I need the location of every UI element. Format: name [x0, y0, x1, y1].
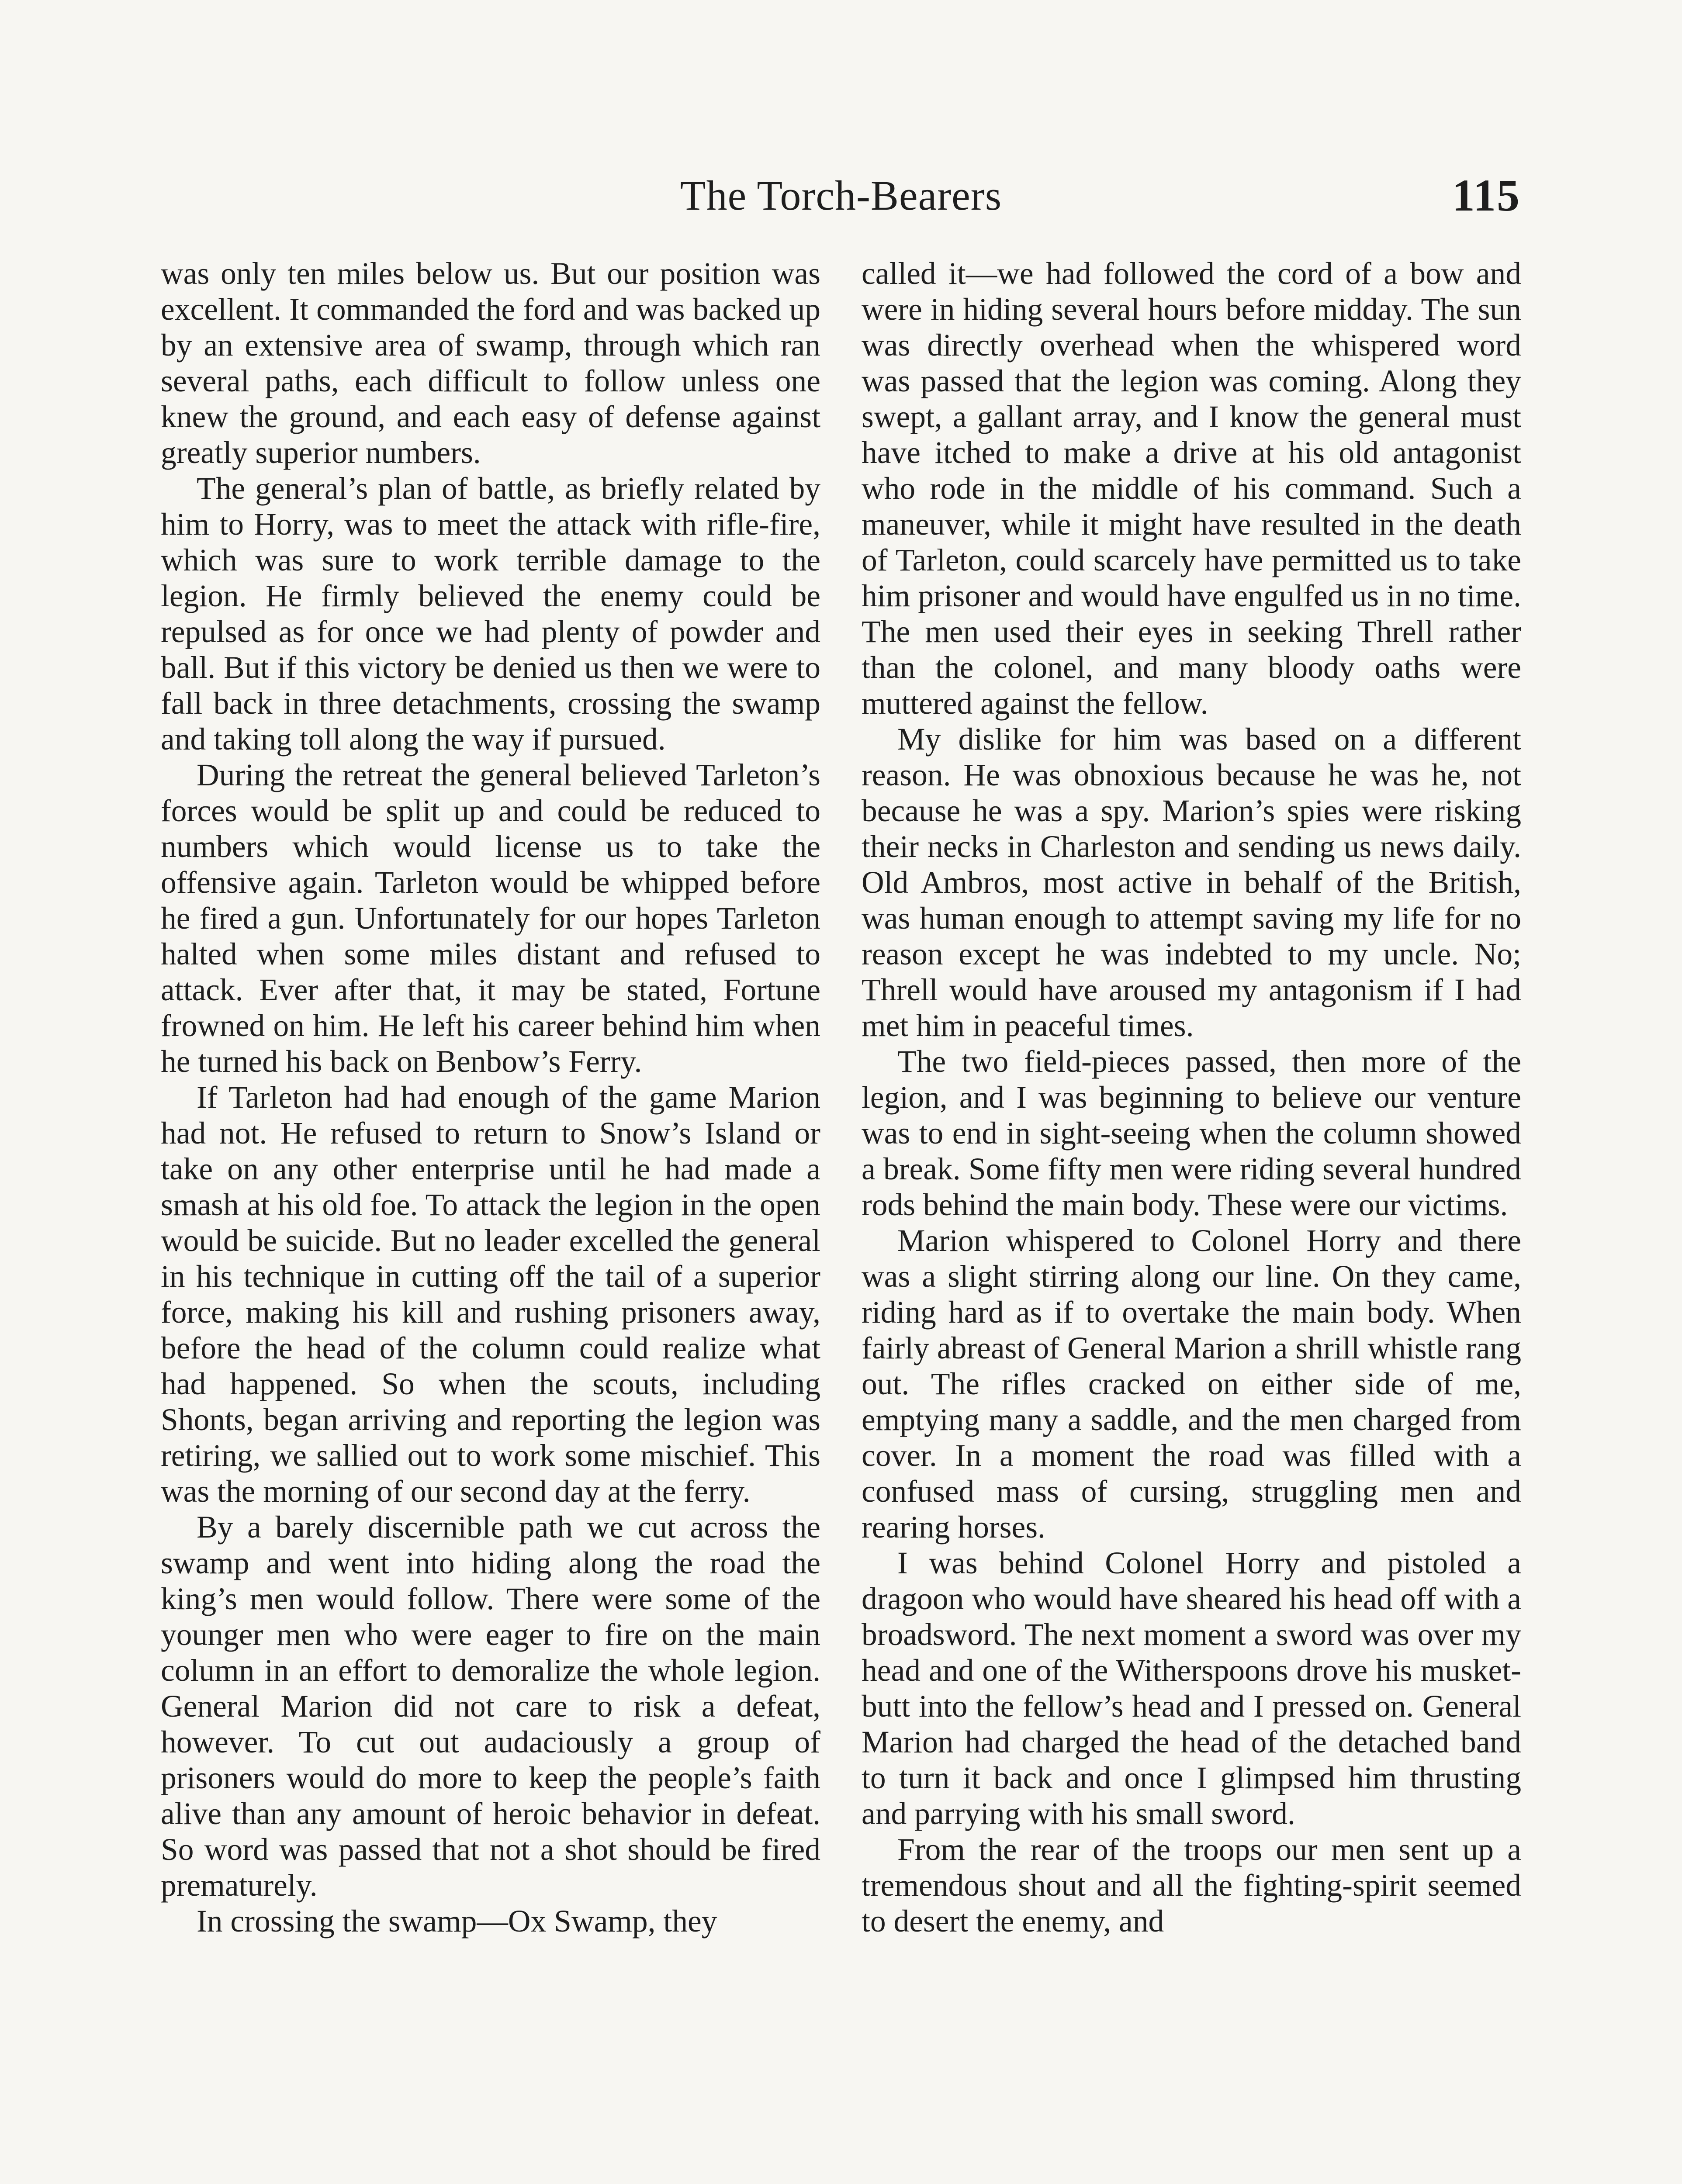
paragraph: was only ten miles below us. But our position was excellent. It commanded the ford and was backed up by an extensive area of swamp, through which ran several paths, each difficult to follow unless one knew the ground, and each easy of defense against greatly superior numbers. — [161, 256, 820, 470]
page-header — [0, 169, 1682, 222]
running-title: The Torch-Bearers — [680, 172, 1002, 219]
left-column — [161, 256, 820, 1939]
paragraph: In crossing the swamp—Ox Swamp, they — [197, 1904, 717, 1939]
paragraph: I was behind Colonel Horry and pistoled a dragoon who would have sheared his head off with a broadsword. The next moment a sword was over my head and one of the Witherspoons drove his musket-butt into the fellow’s head and I pressed on. General Marion had charged the head of the detached band to turn it back and once I glimpsed him thrusting and parrying with his small sword. — [862, 1546, 1521, 1831]
paragraph: During the retreat the general believed Tarleton’s forces would be split up and could be reduced to numbers which would license us to take the offensive again. Tarleton would be whipped before he fired a gun. Unfortunately for our hopes Tarleton halted when some miles distant and refused to attack. Ever after that, it may be stated, Fortune frowned on him. He left his career behind him when he turned his back on Benbow’s Ferry. — [161, 758, 820, 1079]
paragraph: By a barely discernible path we cut across the swamp and went into hiding along the road the king’s men would follow. There were some of the younger men who were eager to fire on the main column in an effort to demoralize the whole legion. General Marion did not care to risk a defeat, however. To cut out audaciously a group of prisoners would do more to keep the people’s faith alive than any amount of heroic behavior in defeat. So word was passed that not a shot should be fired prematurely. — [161, 1510, 820, 1903]
paragraph: Marion whispered to Colonel Horry and there was a slight stirring along our line. On they came, riding hard as if to overtake the main body. When fairly abreast of General Marion a shrill whistle rang out. The rifles cracked on either side of me, emptying many a saddle, and the men charged from cover. In a moment the road was filled with a confused mass of cursing, struggling men and rearing horses. — [862, 1223, 1521, 1545]
paragraph: From the rear of the troops our men sent up a tremendous shout and all the fighting-spirit seemed to desert the enemy, and — [862, 1832, 1521, 1939]
paragraph: called it—we had followed the cord of a bow and were in hiding several hours before midday. The sun was directly overhead when the whispered word was passed that the legion was coming. Along they swept, a gallant array, and I know the general must have itched to make a drive at his old antagonist who rode in the middle of his command. Such a maneuver, while it might have resulted in the death of Tarleton, could scarcely have permitted us to take him prisoner and would have engulfed us in no time. The men used their eyes in seeking Threll rather than the colonel, and many bloody oaths were muttered against the fellow. — [862, 256, 1521, 721]
paragraph: My dislike for him was based on a different reason. He was obnoxious because he was he, not because he was a spy. Marion’s spies were risking their necks in Charleston and sending us news daily. Old Ambros, most active in behalf of the British, was human enough to attempt saving my life for no reason except he was indebted to my uncle. No; Threll would have aroused my antagonism if I had met him in peaceful times. — [862, 722, 1521, 1043]
paragraph: The two field-pieces passed, then more of the legion, and I was beginning to believe our venture was to end in sight-seeing when the column showed a break. Some fifty men were riding several hundred rods behind the main body. These were our victims. — [862, 1044, 1521, 1222]
paragraph: If Tarleton had had enough of the game Marion had not. He refused to return to Snow’s Island or take on any other enterprise until he had made a smash at his old foe. To attack the legion in the open would be suicide. But no leader excelled the general in his technique in cutting off the tail of a superior force, making his kill and rushing prisoners away, before the head of the column could realize what had happened. So when the scouts, including Shonts, began arriving and reporting the legion was retiring, we sallied out to work some mischief. This was the morning of our second day at the ferry. — [161, 1080, 820, 1509]
right-column — [862, 256, 1521, 1939]
paragraph: The general’s plan of battle, as briefly related by him to Horry, was to meet the attack with rifle-fire, which was sure to work terrible damage to the legion. He firmly believed the enemy could be repulsed as for once we had plenty of powder and ball. But if this victory be denied us then we were to fall back in three detachments, crossing the swamp and taking toll along the way if pursued. — [161, 471, 820, 757]
page-number: 115 — [1452, 170, 1520, 221]
